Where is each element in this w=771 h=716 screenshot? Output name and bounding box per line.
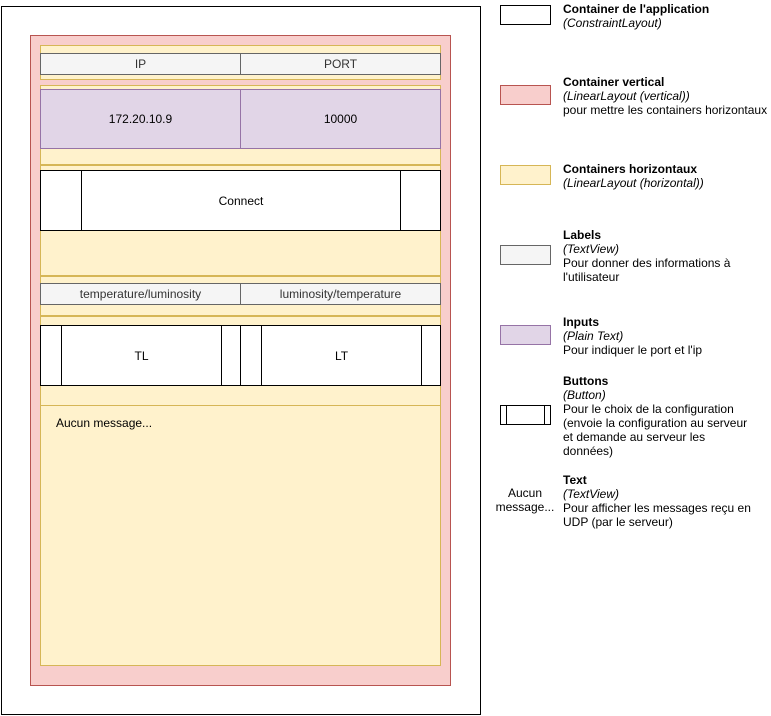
legend-description: Pour le choix de la configuration (envoie la configuration au serveur et demande au serveur les données) (563, 402, 748, 458)
connect-button[interactable] (40, 170, 441, 231)
luminosity-temperature-label: luminosity/temperature (240, 283, 441, 305)
legend-swatch-app-container (500, 5, 551, 25)
legend-description: Pour afficher les messages reçu en UDP (par le serveur) (563, 501, 751, 529)
legend-title: Inputs (563, 315, 599, 329)
port-input[interactable]: 10000 (240, 89, 441, 149)
legend-subtitle: (ConstraintLayout) (563, 16, 662, 30)
legend-subtitle: (Button) (563, 388, 606, 402)
legend-subtitle: (Plain Text) (563, 329, 624, 343)
legend-swatch-button-inner (506, 406, 545, 424)
temperature-luminosity-label: temperature/luminosity (40, 283, 241, 305)
legend-description: pour mettre les containers horizontaux (563, 103, 768, 117)
lt-button[interactable] (240, 325, 441, 386)
legend-title: Containers horizontaux (563, 162, 698, 176)
legend-title: Text (563, 473, 587, 487)
legend-description: Pour donner des informations à l'utilisateur (563, 256, 731, 284)
legend-subtitle: (TextView) (563, 242, 620, 256)
legend-description: Pour indiquer le port et l'ip (563, 343, 703, 357)
legend-title: Container vertical (563, 75, 665, 89)
legend-title: Buttons (563, 374, 609, 388)
legend-item-horizontal-containers (563, 162, 771, 190)
legend-title: Container de l'application (563, 2, 710, 16)
legend-title: Labels (563, 228, 602, 242)
horizontal-container-messages (40, 405, 441, 666)
legend-swatch-buttons (500, 405, 551, 425)
ip-input[interactable]: 172.20.10.9 (40, 89, 241, 149)
legend-item-inputs (563, 315, 763, 357)
lt-button-label: LT (261, 326, 422, 385)
legend-swatch-vertical-container (500, 85, 551, 105)
legend-swatch-inputs (500, 325, 551, 345)
legend-item-labels (563, 228, 753, 284)
legend-item-text (563, 473, 753, 529)
legend-item-app-container (563, 2, 771, 30)
legend-subtitle: (LinearLayout (vertical)) (563, 89, 690, 103)
tl-button-label: TL (61, 326, 222, 385)
legend-item-vertical-container (563, 75, 771, 117)
port-label: PORT (240, 53, 441, 75)
legend-sample-text: Aucun message... (495, 486, 555, 514)
ip-label: IP (40, 53, 241, 75)
legend-item-buttons (563, 374, 753, 458)
legend-swatch-horizontal-containers (500, 165, 551, 185)
legend-subtitle: (TextView) (563, 487, 620, 501)
message-text: Aucun message... (56, 416, 153, 430)
legend-subtitle: (LinearLayout (horizontal)) (563, 176, 704, 190)
legend-swatch-labels (500, 245, 551, 265)
tl-button[interactable] (40, 325, 241, 386)
connect-button-label: Connect (81, 171, 401, 230)
